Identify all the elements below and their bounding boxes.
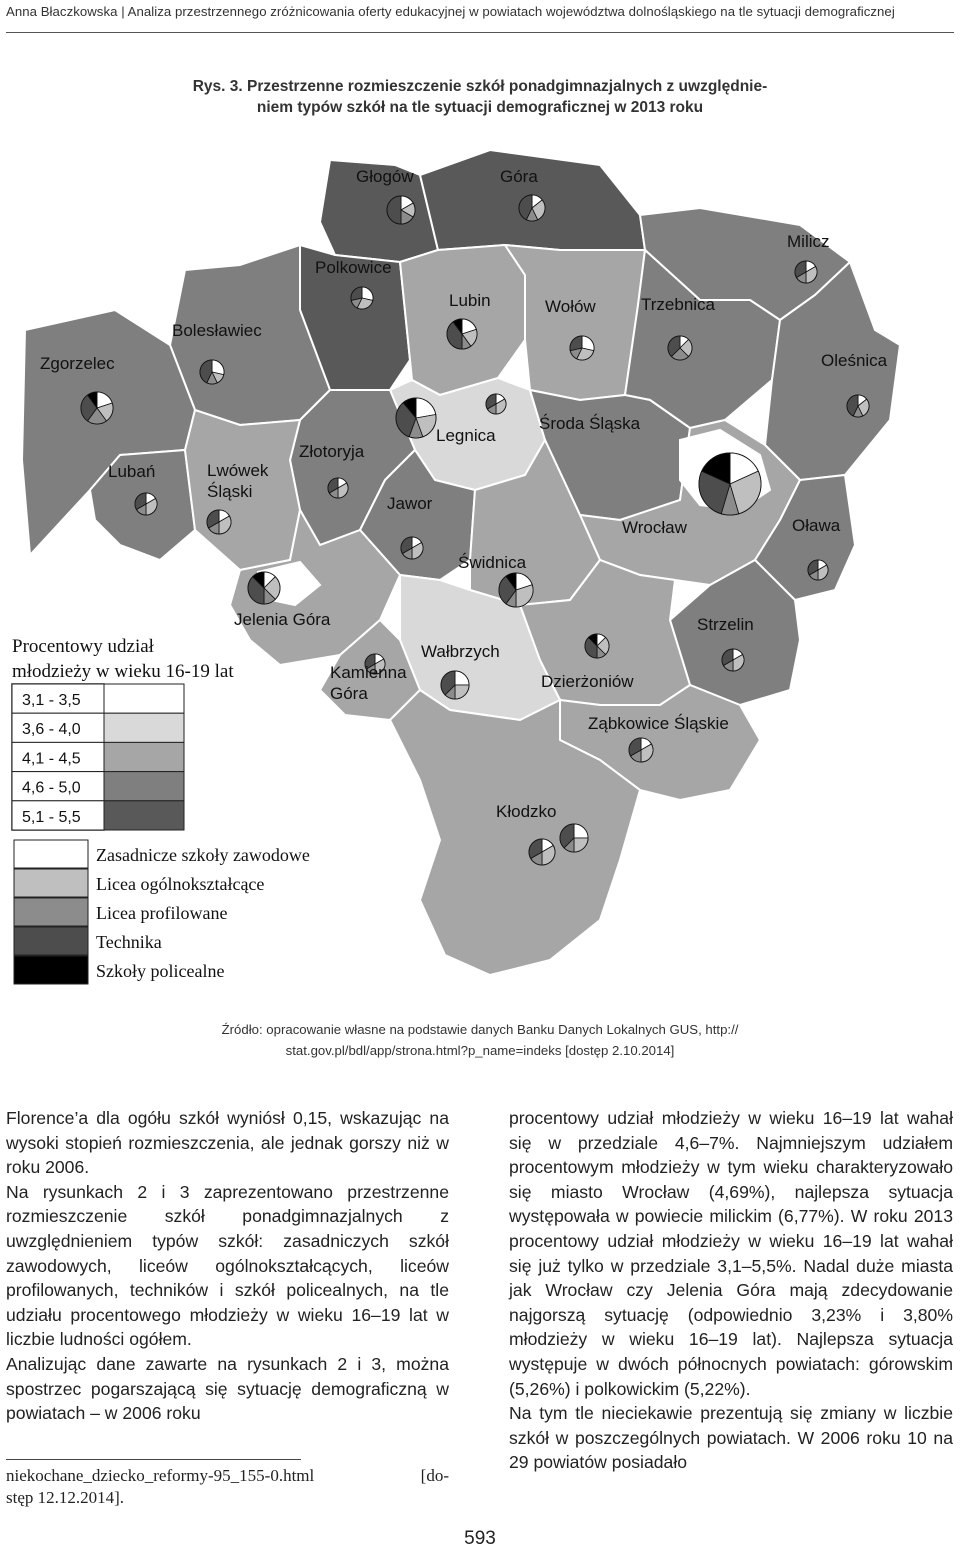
source-line-2: stat.gov.pl/bdl/app/strona.html?p_name=indeks [dostęp 2.10.2014]: [285, 1043, 675, 1058]
footnote: [6, 1465, 449, 1509]
legend-type-label: Szkoły policealne: [96, 961, 225, 981]
legend-range-label: 3,1 - 3,5: [22, 692, 81, 709]
school-pie-chart: [668, 336, 692, 360]
school-pie-chart: [722, 649, 744, 671]
body-column-left: [6, 1106, 449, 1426]
legend-type-label: Licea ogólnokształcące: [96, 874, 265, 894]
paragraph-left-2: Na rysunkach 2 i 3 zaprezentowano przestrzenne rozmieszczenie szkół ponadgimnazjalnych z uwzględnieniem typów szkół: zasadniczych szkół zawodowych, liceów ogólnokształcących, liceów profilowanych, techników i szkół policealnych, na tle udziału procentowego młodzieży w wieku 16–19 lat w liczbie ludności ogółem.: [6, 1181, 449, 1350]
school-pie-chart: [629, 738, 653, 762]
label-wroclaw: Wrocław: [622, 518, 687, 537]
school-pie-chart: [207, 510, 231, 534]
label-kamienna-line1: Kamienna: [330, 663, 407, 682]
label-milicz: Milicz: [787, 232, 830, 251]
page-number: 593: [464, 1528, 496, 1549]
figure-source: [150, 1019, 810, 1061]
legend-title-line-1: Procentowy udział: [12, 636, 154, 657]
legend-range-label: 4,6 - 5,0: [22, 779, 81, 797]
legend-range-swatch: [104, 713, 184, 742]
body-column-right: [509, 1106, 953, 1475]
legend-range-swatch: [104, 772, 184, 801]
school-pie-chart: [795, 261, 817, 283]
label-glogow: Głogów: [356, 167, 414, 186]
school-pie-chart: [248, 572, 280, 604]
legend-type-swatch: [14, 927, 88, 955]
legend-range-swatch: [104, 801, 184, 830]
label-strzelin: Strzelin: [697, 615, 754, 634]
paragraph-right-1: procentowy udział młodzieży w wieku 16–19 lat wahał się w przedziale 4,6–7%. Najmniejszym udziałem procentowym młodzieży w tym wieku charakteryzowało się miasto Wrocław (4,69%), najlepsza sytuacja występowała w powiecie milickim (6,77%). W roku 2013 procentowy udział młodzieży w wieku 16–19 lat wahał się już tylko w przedziale 3,1–5,5%. Nadal duże miasta jak Wrocław czy Jelenia Góra mają zdecydowanie najgorszą sytuację (odpowiednio 3,23% i 3,80% młodzieży w wieku 16–19 lat). Najlepsza sytuacja występuje w dwóch północnych powiatach: górowskim (5,26%) i polkowickim (5,22%).: [509, 1108, 953, 1399]
school-pie-chart: [519, 195, 545, 221]
legend-ranges: [12, 636, 234, 830]
school-pie-chart: [486, 394, 506, 414]
legend-type-swatch: [14, 840, 88, 868]
legend-type-label: Technika: [96, 932, 162, 952]
label-gora: Góra: [500, 167, 538, 186]
school-pie-chart: [351, 287, 373, 309]
school-pie-chart: [396, 398, 436, 438]
figure-title: [150, 76, 810, 118]
footnote-line-2: stęp 12.12.2014].: [6, 1488, 125, 1507]
legend-title-line-2: młodzieży w wieku 16-19 lat: [12, 661, 234, 682]
label-olesnica: Oleśnica: [821, 351, 888, 370]
legend-type-swatch: [14, 869, 88, 897]
legend-type-label: Zasadnicze szkoły zawodowe: [96, 845, 310, 865]
label-lwowek-line2: Śląski: [207, 482, 253, 501]
school-pie-chart: [81, 392, 113, 424]
figure-title-line-1: Rys. 3. Przestrzenne rozmieszczenie szkół ponadgimnazjalnych z uwzględnie-: [192, 78, 768, 95]
label-jawor: Jawor: [387, 494, 433, 513]
school-pie-chart: [847, 395, 869, 417]
paragraph-left-1: Florence’a dla ogółu szkół wyniósł 0,15, wskazując na wysoki stopień rozmieszczenia, ale jednak gorszy niż w roku 2006.: [6, 1108, 449, 1178]
school-pie-chart: [328, 478, 348, 498]
school-pie-chart: [499, 573, 533, 607]
school-pie-chart: [699, 453, 761, 515]
legend-range-rows: [12, 684, 184, 830]
legend-type-swatch: [14, 898, 88, 926]
label-sroda: Środa Śląska: [539, 414, 641, 433]
label-dzierzoniow: Dzierżoniów: [541, 672, 634, 691]
school-pie-chart: [135, 493, 157, 515]
label-polkowice: Polkowice: [315, 258, 392, 277]
footnote-access-prefix: [do-: [420, 1466, 449, 1485]
figure-title-line-2: niem typów szkół na tle sytuacji demograficznej w 2013 roku: [256, 99, 704, 116]
label-kamienna-line2: Góra: [330, 684, 368, 703]
footnote-rule: [6, 1459, 301, 1460]
label-zlotoryja: Złotoryja: [299, 442, 365, 461]
school-pie-chart: [387, 196, 415, 224]
running-header: Anna Błaczkowska | Analiza przestrzennego zróżnicowania oferty edukacyjnej w powiatach województwa dolnośląskiego na tle sytuacji demograficznej: [6, 4, 895, 19]
legend-range-label: 3,6 - 4,0: [22, 721, 81, 739]
legend-type-rows: [14, 840, 310, 984]
legend-school-types: [14, 840, 310, 984]
legend-range-label: 5,1 - 5,5: [22, 808, 81, 826]
school-pie-chart: [529, 839, 555, 865]
label-lubin: Lubin: [449, 291, 491, 310]
legend-range-swatch: [104, 684, 184, 713]
legend-range-label: 4,1 - 4,5: [22, 750, 81, 768]
legend-range-swatch: [104, 742, 184, 771]
legend-type-label: Licea profilowane: [96, 903, 228, 923]
school-pie-chart: [200, 360, 224, 384]
label-legnica: Legnica: [436, 426, 496, 445]
footnote-line-1: [6, 1465, 449, 1487]
label-wolow: Wołów: [545, 297, 596, 316]
label-walbrzych: Wałbrzych: [421, 642, 500, 661]
paragraph-right-2: Na tym tle nieciekawie prezentują się zmiany w liczbie szkół w poszczególnych powiatach. W 2006 roku 10 na 29 powiatów posiadało: [509, 1403, 953, 1473]
label-trzebnica: Trzebnica: [641, 295, 716, 314]
school-pie-chart: [441, 671, 469, 699]
label-swidnica: Świdnica: [458, 553, 527, 572]
school-pie-chart: [560, 824, 588, 852]
school-pie-chart: [585, 634, 609, 658]
label-jelenia-gora: Jelenia Góra: [234, 610, 331, 629]
school-pie-chart: [808, 560, 828, 580]
source-line-1: Źródło: opracowanie własne na podstawie danych Banku Danych Lokalnych GUS, http://: [221, 1022, 739, 1037]
header-rule: [6, 32, 954, 33]
school-pie-chart: [570, 336, 594, 360]
footnote-url: niekochane_dziecko_reformy-95_155-0.html: [6, 1466, 315, 1485]
label-lwowek-line1: Lwówek: [207, 461, 269, 480]
label-zgorzelec: Zgorzelec: [40, 354, 115, 373]
district-map: [0, 125, 960, 990]
legend-type-swatch: [14, 956, 88, 984]
label-luban: Lubań: [108, 462, 156, 481]
label-olawa: Oława: [792, 516, 841, 535]
label-klodzko: Kłodzko: [496, 802, 557, 821]
region-wolow: [505, 245, 645, 400]
school-pie-chart: [401, 537, 423, 559]
label-zabkowice: Ząbkowice Śląskie: [588, 714, 729, 733]
label-boleslawiec: Bolesławiec: [172, 321, 262, 340]
paragraph-left-3: Analizując dane zawarte na rysunkach 2 i 3, można spostrzec pogarszającą się sytuację demograficzną w powiatach – w 2006 roku: [6, 1353, 449, 1424]
school-pie-chart: [447, 319, 477, 349]
